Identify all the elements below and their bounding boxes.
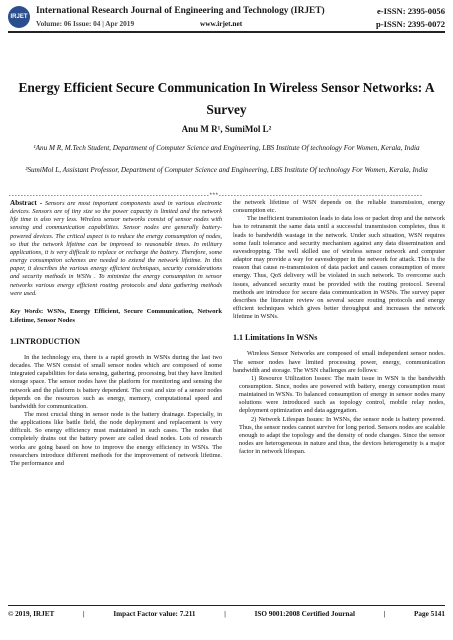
footer-impact-factor: Impact Factor value: 7.211 <box>113 610 196 618</box>
paper-title: Energy Efficient Secure Communication In Wireless Sensor Networks: A Survey <box>18 80 435 117</box>
paragraph: Wireless Sensor Networks are composed of small independent sensor nodes. The sensor nodes have limited processing power, energy, communication bandwidth and storage. The WSN challenges are follows: <box>233 350 445 374</box>
journal-website[interactable]: www.irjet.net <box>200 19 243 28</box>
keywords-text: : WSNs, Energy Efficient, Secure Communication, Network Lifetime, Sensor Nodes <box>10 307 222 324</box>
keywords <box>10 307 222 325</box>
paragraph: The inefficient transmission leads to data loss or packet drop and the network has to retransmit the same data until a successful transmission completes, thus it leads to bandwidth wastage in the network. Under such situation, WSN requires some fault tolerance and security mechanism against any data dissemination and eavesdropping. The well skilled use of wireless sensor network and computer adaptor may provide a way for eavesdropper in the network for attack. This is the reason that cause re-transmission of data packet and causes consumption of more energy. Thus, QoS delivery will be violated in such network. To overcome such issues, advanced security must be provided with the routing protocol. Several methods are introduce for secure data communication in WSNs. The survey paper describes the literature review on several secure routing protocols and energy efficient techniques which gives better throughput and increases the network lifetime in WSNs. <box>233 215 445 321</box>
section-heading-limitations: 1.1 Limitations In WSNs <box>233 333 318 343</box>
volume-issue: Volume: 06 Issue: 04 | Apr 2019 <box>36 19 135 28</box>
paragraph: The most crucial thing in sensor node is the battery drainage. Especially, in the applications like battle field, the node deployment and replacement is very difficult. So energy efficiency must maintained in such cases. The nodes that completely drains out the battery power are called dead nodes. Lots of research works are going based on how to improve the energy efficiency in WSNs. The researchers introduce different methods for the improvement of network lifetime. The performance and <box>10 410 222 467</box>
keywords-label: Key Words <box>10 307 42 315</box>
right-column <box>233 199 445 456</box>
abstract-label: Abstract - <box>10 199 43 207</box>
journal-header <box>0 0 453 32</box>
abstract <box>10 199 222 298</box>
header-rule <box>8 31 445 33</box>
footer-page-number: Page 5141 <box>414 610 445 618</box>
journal-name: International Research Journal of Engineering and Technology (IRJET) <box>36 6 325 16</box>
paragraph: In the technology era, there is a rapid growth in WSNs during the last two decades. The WSN consist of small sensor nodes which are composed of some integrated capabilities for data sensing, gathering, processing, but they have limited storage space. The sensor nodes have the platform for monitoring and sensing the network and the platform is battery dependent. The cost and size of a sensor nodes depends on the resources such as energy, memory, computational speed and bandwidth for communication. <box>10 353 222 410</box>
irjet-logo: IRJET <box>8 6 30 28</box>
paragraph: the network lifetime of WSN depends on the reliable transmission, energy consumption etc. <box>233 199 445 215</box>
affiliation-1: ¹Anu M R, M.Tech Student, Department of Computer Science and Engineering, LBS Institute Of technology For Women, Kerala, India <box>33 144 420 152</box>
footer-rule <box>8 605 445 606</box>
left-column <box>10 199 222 468</box>
affiliation-2: ²SumiMol L, Assistant Professor, Department of Computer Science and Engineering, LBS Institute Of technology For Women, Kerala, India <box>25 166 428 174</box>
p-issn: p-ISSN: 2395-0072 <box>376 19 445 29</box>
footer-separator: | <box>224 610 226 618</box>
section-heading-introduction: 1.INTRODUCTION <box>10 336 81 346</box>
section-divider: -------------------------------------------------------------------***-------------------------------------------------------------------- <box>8 192 423 198</box>
list-item: 1) Resource Utilization Issues: The main issue in WSN is the bandwidth consumption. Since, nodes are powered with battery, energy consumption must maintained in WSNs. To balanced consumption of energy in sensor nodes many solutions were introduced such as topology control, mobile relay nodes, deployment optimization and data aggregation. <box>239 374 445 415</box>
footer-copyright: © 2019, IRJET <box>8 610 55 618</box>
footer-separator: | <box>83 610 85 618</box>
list-item: 2) Network Lifespan Issues: In WSNs, the sensor node is battery powered. Thus, the sensor nodes cannot survive for long period. Sensors nodes are scalable enough to adapt the topology and the density of node changes. Since the sensor nodes are heterogeneous in nature and thus, the devices heterogeneity is a major factor in network lifespan. <box>239 415 445 456</box>
footer-separator: | <box>383 610 386 618</box>
page-footer <box>8 610 445 618</box>
footer-iso: ISO 9001:2008 Certified Journal <box>254 610 355 618</box>
e-issn: e-ISSN: 2395-0056 <box>376 6 445 16</box>
paper-authors: Anu M R¹, SumiMol L² <box>181 124 272 134</box>
abstract-text: Sensors are most important components used in various electronic devices. Sensors are of tiny size so the power capacity is limited and the network life time is also very less. Wireless sensor networks consist of sensor nodes with sensing and communication capabilities. Sensor nodes are generally battery-powered devices. The critical aspect is to reduce the energy consumption of nodes, so that the network lifetime can be improved to reasonable times. In military applications, it is very difficult to replace or recharge the battery. Therefore, some energy consumption schemes are needed to extend the network lifetime. In this paper, it describes the various energy efficient techniques, security considerations and security methods in WSNs . To minimize the energy consumption in sensor networks various energy efficient routing protocols and data gathering methods were used. <box>10 200 223 297</box>
